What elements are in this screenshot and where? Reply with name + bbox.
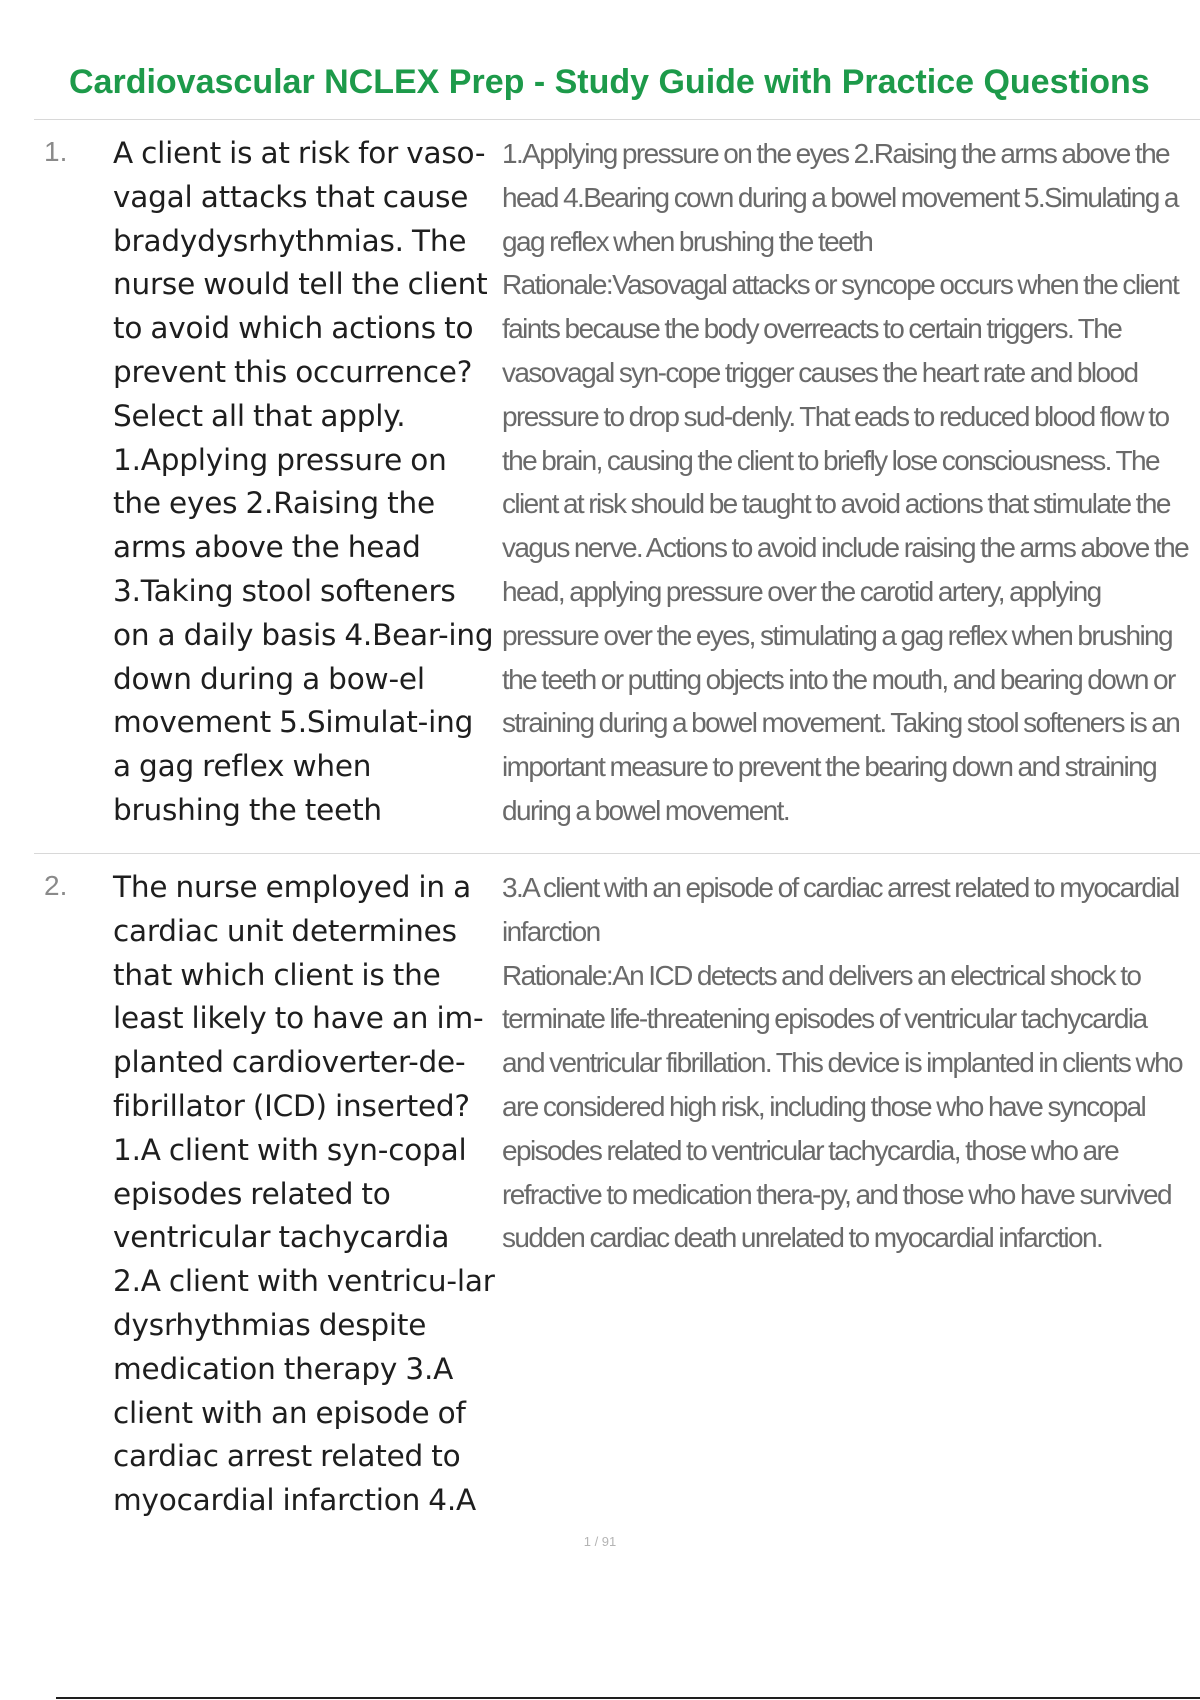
answer-text: 3.A client with an episode of cardiac arrest related to myocardial infarction xyxy=(502,872,1179,947)
page-indicator: 1 / 91 xyxy=(583,1534,617,1549)
answer-block xyxy=(502,866,1192,1260)
divider xyxy=(34,119,1200,120)
question-number: 1. xyxy=(44,136,68,167)
divider xyxy=(34,853,1200,854)
question-number: 2. xyxy=(44,870,68,901)
question-text: A client is at risk for vaso-vagal attacks that cause bradydysrhythmias. The nurse would tell the client to avoid which actions to prevent this occurrence? Select all that apply. 1.Applying pressure on the eyes 2.Raising the arms above the head 3.Taking stool softeners on a daily basis 4.Bear-ing down during a bow-el movement 5.Simulat-ing a gag reflex when brushing the teeth xyxy=(113,136,494,827)
page-title: Cardiovascular NCLEX Prep - Study Guide with Practice Questions xyxy=(69,63,1150,101)
rationale-text: Rationale:Vasovagal attacks or syncope occurs when the client faints because the body overreacts to certain triggers. The vasovagal syn-cope trigger causes the heart rate and blood pressure to drop sud-denly. That eads to reduced blood flow to the brain, causing the client to briefly lose consciousness. The client at risk should be taught to avoid actions that stimulate the vagus nerve. Actions to avoid include raising the arms above the head, applying pressure over the carotid artery, applying pressure over the eyes, stimulating a gag reflex when brushing the teeth or putting objects into the mouth, and bearing down or straining during a bowel movement. Taking stool softeners is an important measure to prevent the bearing down and straining during a bowel movement. xyxy=(502,269,1189,826)
answer-block xyxy=(502,132,1192,833)
bottom-divider xyxy=(56,1697,1200,1699)
question-text: The nurse employed in a cardiac unit determines that which client is the least likely to have an im-planted cardioverter-de-fibrillator (ICD) inserted? 1.A client with syn-copal episodes related to ventricular tachycardia 2.A client with ventricu-lar dysrhythmias despite medication therapy 3.A client with an episode of cardiac arrest related to myocardial infarction 4.A xyxy=(113,870,495,1518)
rationale-text: Rationale:An ICD detects and delivers an electrical shock to terminate life-threatening episodes of ventricular tachycardia and ventricular fibrillation. This device is implanted in clients who are considered high risk, including those who have syncopal episodes related to ventricular tachycardia, those who are refractive to medication thera-py, and those who have survived sudden cardiac death unrelated to myocardial infarction. xyxy=(502,959,1183,1254)
answer-text: 1.Applying pressure on the eyes 2.Raising the arms above the head 4.Bearing cown during a bowel movement 5.Simulating a gag reflex when brushing the teeth xyxy=(502,138,1178,257)
